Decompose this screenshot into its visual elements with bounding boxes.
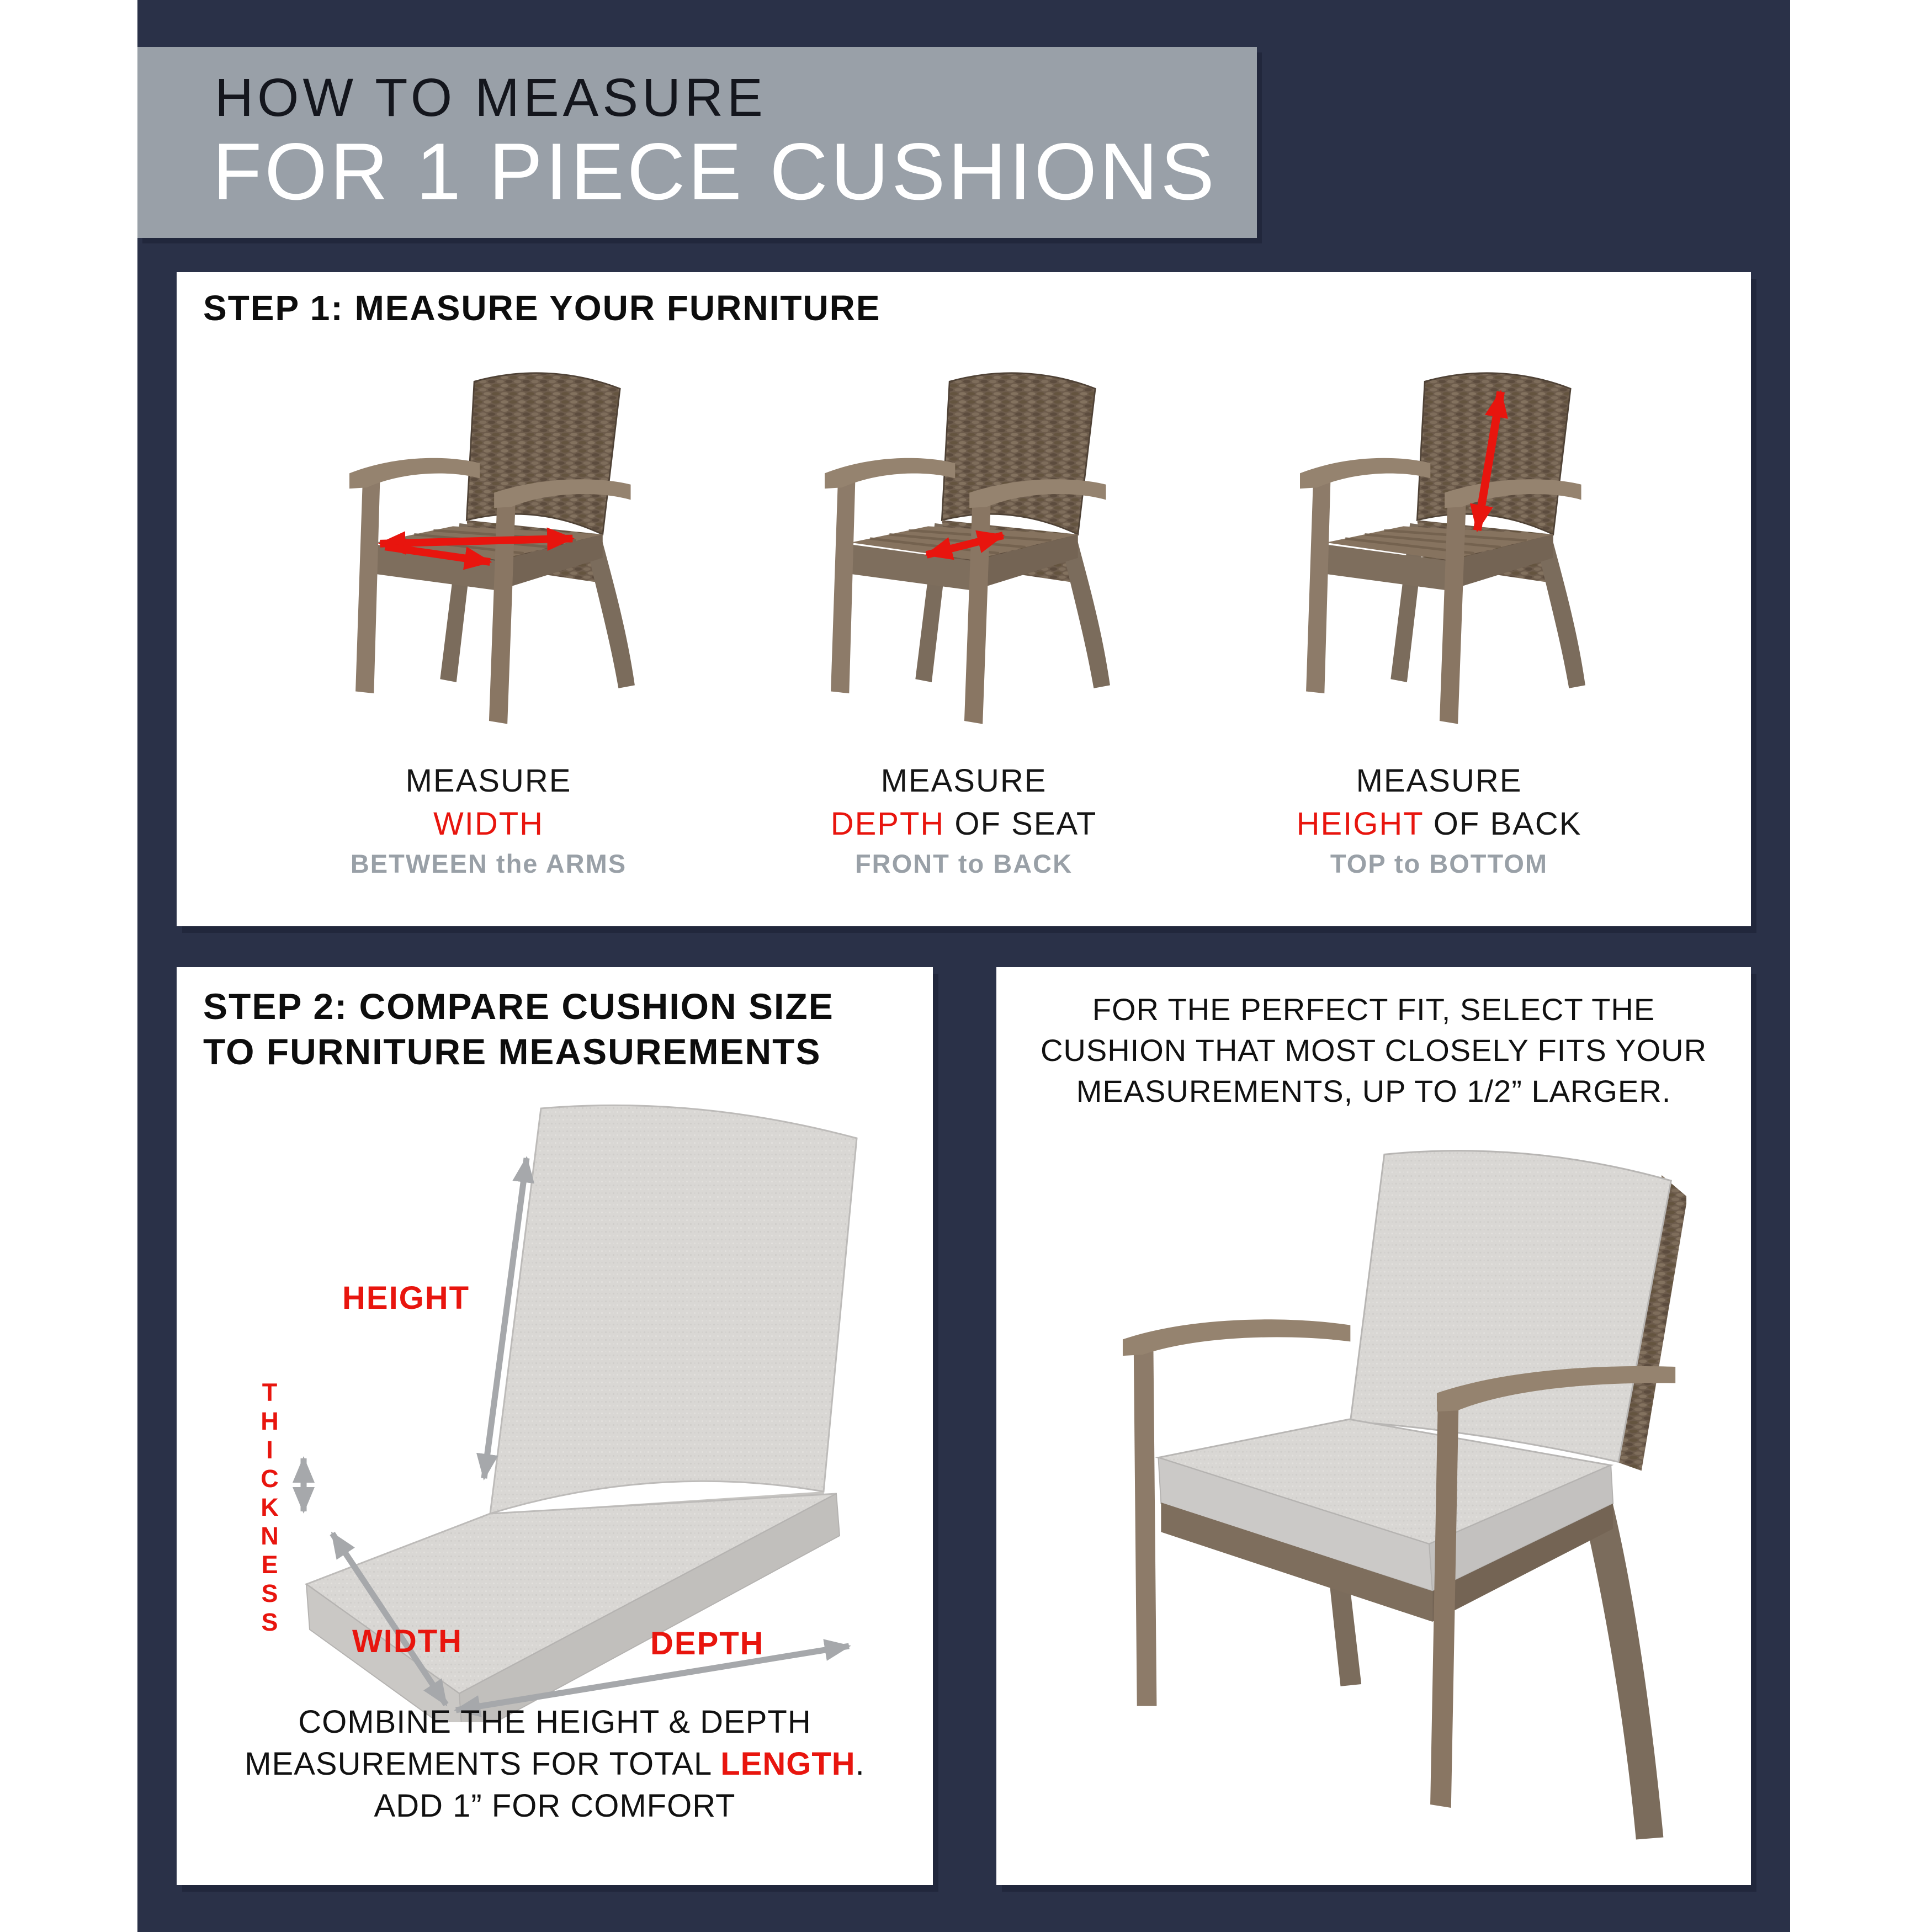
note-line1: COMBINE THE HEIGHT & DEPTH (298, 1704, 811, 1740)
step1-panel (177, 272, 1751, 926)
chair-illustration (323, 355, 654, 742)
step1-heading: STEP 1: MEASURE YOUR FURNITURE (203, 288, 881, 328)
caption-dimension: DEPTH OF SEAT (830, 806, 1097, 842)
caption-measure: MEASURE (880, 763, 1047, 799)
height-label: HEIGHT (342, 1280, 470, 1316)
width-label: WIDTH (352, 1623, 463, 1659)
caption-dimension: HEIGHT OF BACK (1296, 806, 1582, 842)
chair-illustration (798, 355, 1129, 742)
figure-caption (715, 760, 1212, 882)
step2-heading: STEP 2: COMPARE CUSHION SIZE TO FURNITURE MEASUREMENTS (203, 986, 834, 1072)
caption-measure: MEASURE (405, 763, 572, 799)
back-cushion-shape (1350, 1151, 1671, 1462)
perfect-fit-panel (996, 967, 1751, 1885)
figure-caption (1191, 760, 1687, 882)
caption-measure: MEASURE (1356, 763, 1522, 799)
figure-caption (240, 760, 737, 882)
caption-detail: FRONT to BACK (854, 849, 1073, 878)
fit-line3: MEASUREMENTS, UP TO 1/2” LARGER. (1076, 1074, 1671, 1108)
header-band (137, 47, 1257, 238)
chair-illustration (1273, 355, 1605, 742)
thickness-label: THICKNESS (256, 1378, 284, 1637)
fit-line1: FOR THE PERFECT FIT, SELECT THE (1092, 992, 1655, 1027)
fit-line2: CUSHION THAT MOST CLOSELY FITS YOUR (1040, 1033, 1707, 1068)
page-title-line2: FOR 1 PIECE CUSHIONS (213, 126, 1217, 216)
fit-instructions (996, 989, 1751, 1112)
combine-note (177, 1701, 933, 1827)
cushioned-chair-illustration (1057, 1133, 1686, 1850)
note-line3: ADD 1” FOR COMFORT (374, 1788, 736, 1824)
figure-measure-height (1191, 355, 1687, 882)
caption-detail: TOP to BOTTOM (1330, 849, 1548, 878)
caption-detail: BETWEEN the ARMS (350, 849, 627, 878)
cushion-diagram (210, 1098, 900, 1722)
figure-measure-depth (715, 355, 1212, 882)
back-cushion-shape (490, 1105, 857, 1514)
step2-panel (177, 967, 933, 1885)
figure-measure-width (240, 355, 737, 882)
page-title-line1: HOW TO MEASURE (215, 67, 767, 128)
depth-label: DEPTH (650, 1626, 765, 1662)
caption-dimension: WIDTH (433, 806, 544, 842)
note-line2: MEASUREMENTS FOR TOTAL LENGTH. (245, 1746, 865, 1782)
